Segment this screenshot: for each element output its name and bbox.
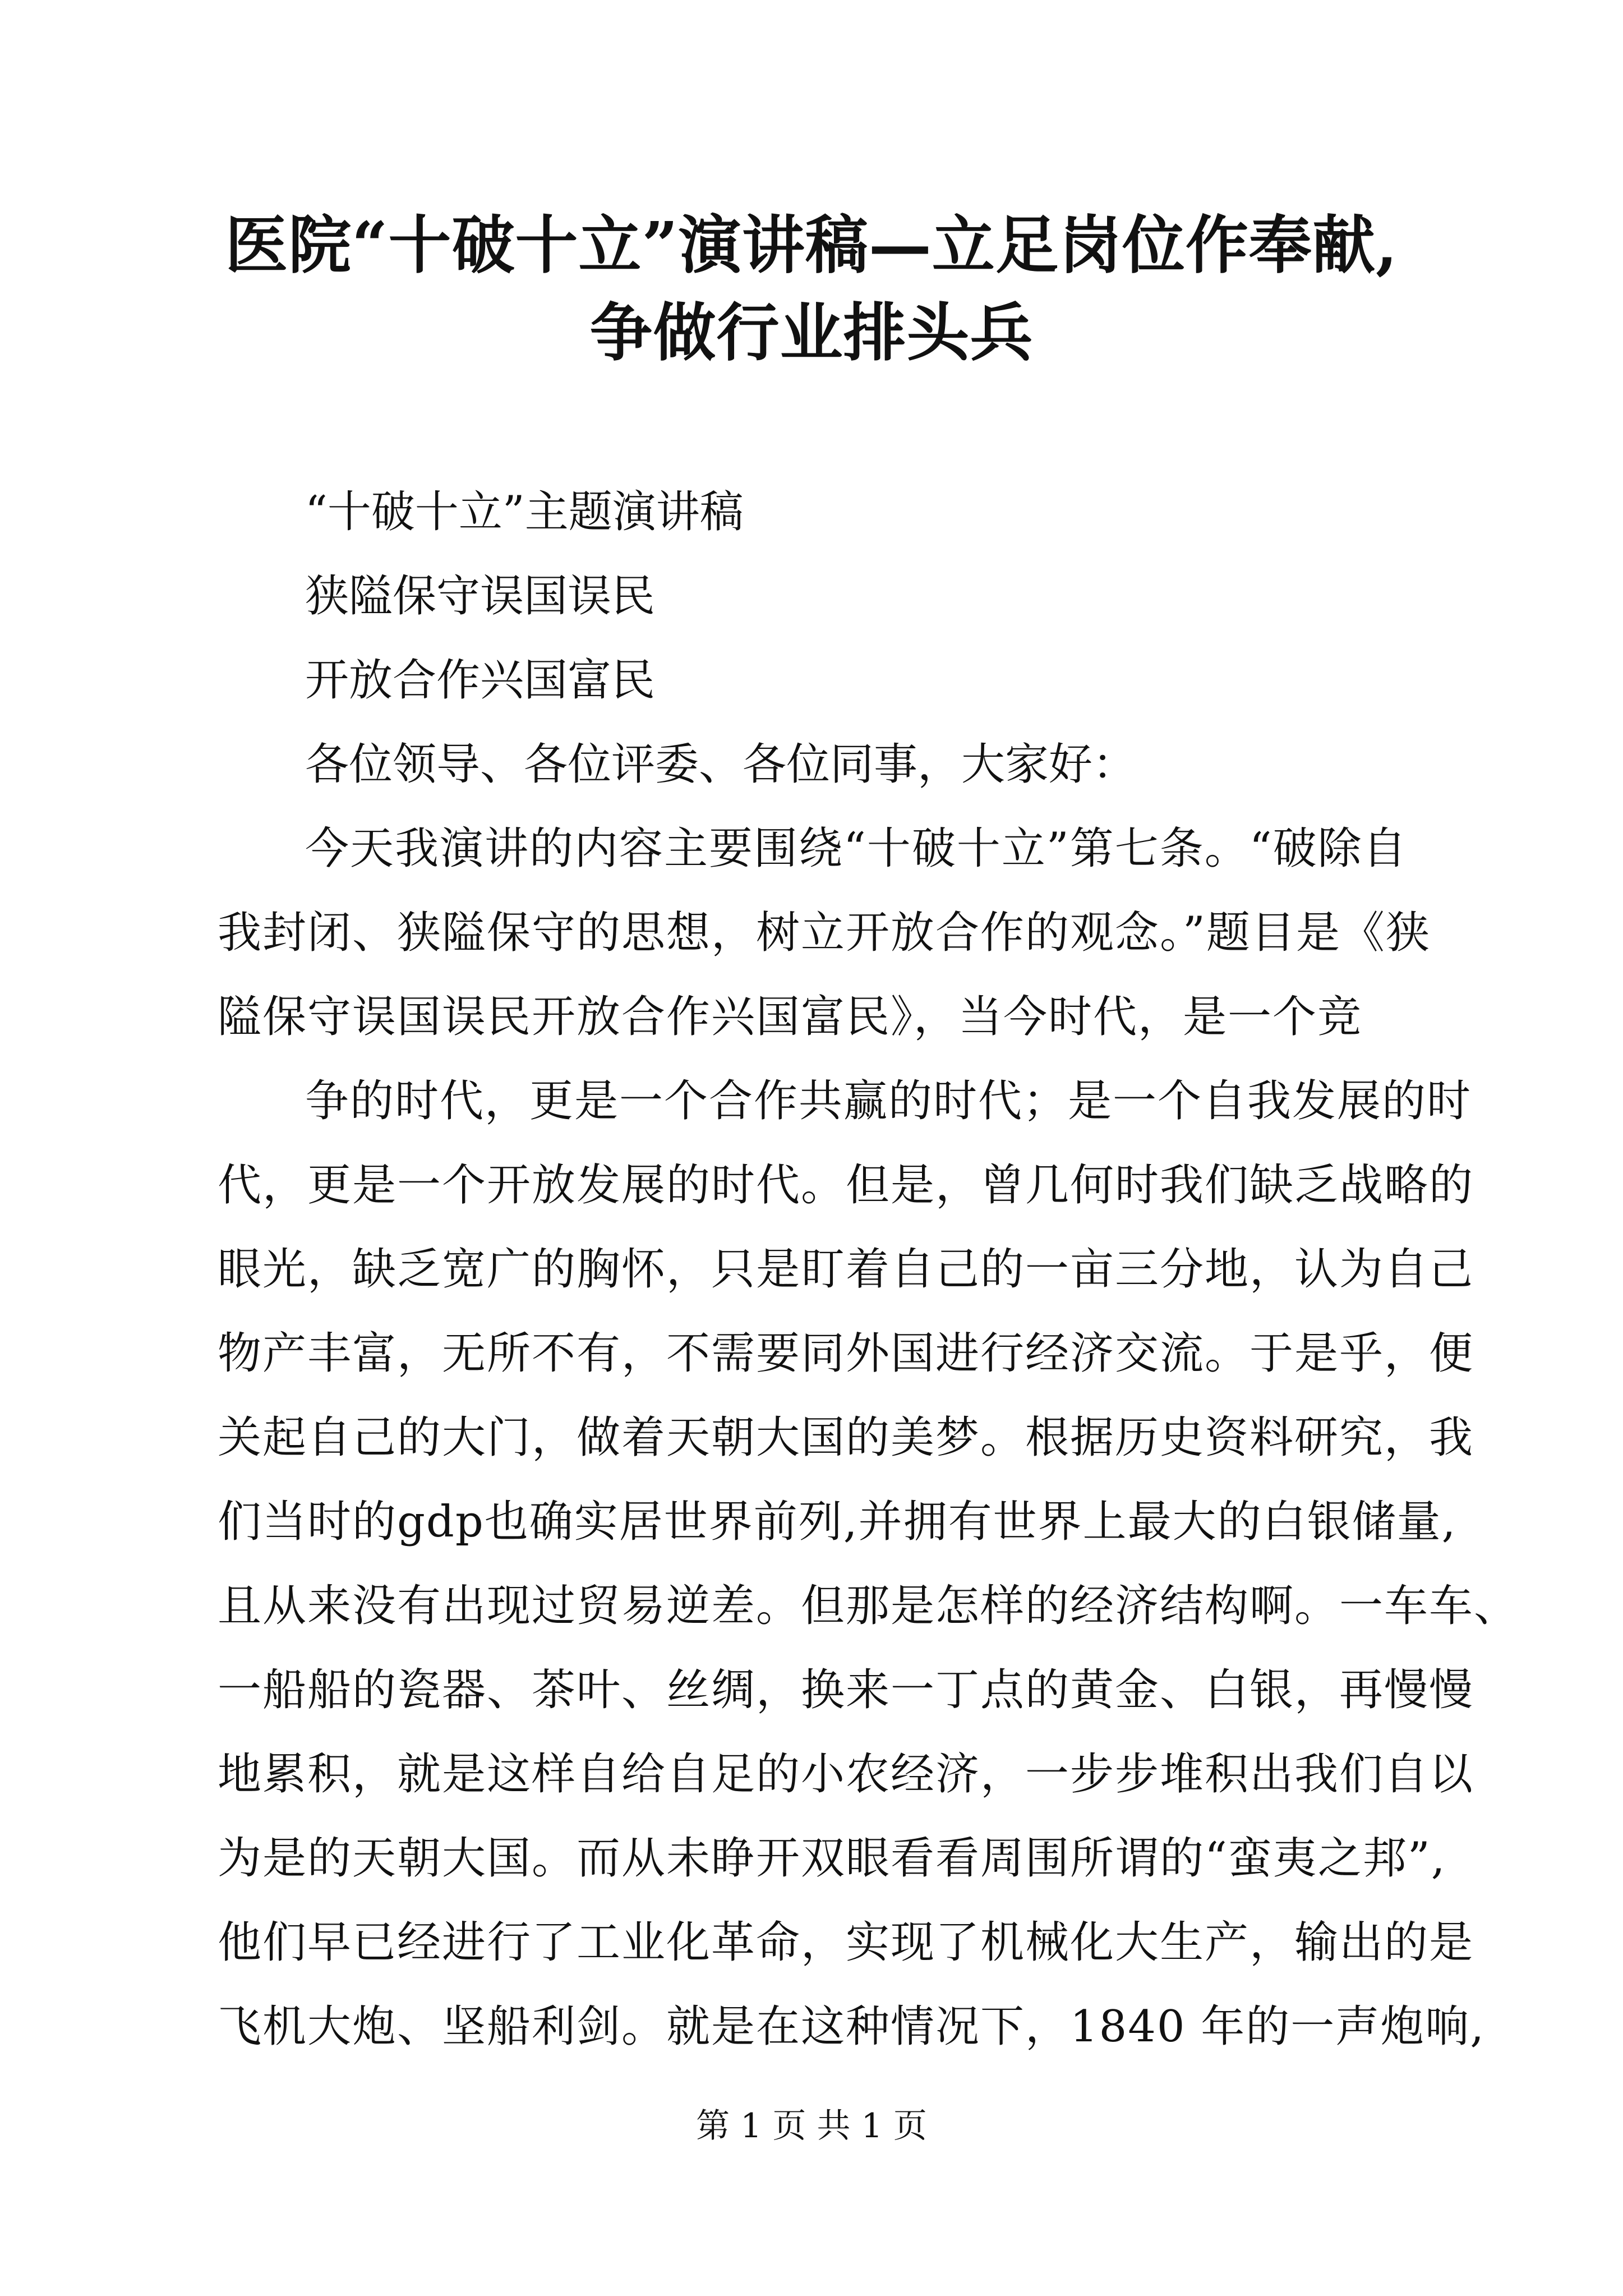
paragraph-2-line-1: 争的时代，更是一个合作共赢的时代；是一个自我发展的时 [305,1076,1472,1126]
document-body [218,470,1519,2069]
paragraph-2 [218,1059,1519,2069]
page-footer: 第 1 页 共 1 页 [696,2106,927,2146]
paragraph-2-line-4: 物产丰富，无所不有，不需要同外国进行经济交流。于是乎，便 [218,1328,1474,1379]
paragraph-2-line-12: 飞机大炮、坚船利剑。就是在这种情况下，1840 年的一声炮响, [218,2001,1486,2052]
paragraph-2-line-7: 且从来没有出现过贸易逆差。但那是怎样的经济结构啊。一车车、 [218,1581,1519,1631]
document-title [202,202,1421,377]
title-line-2: 争做行业排头兵 [589,296,1034,370]
paragraph-1 [218,807,1431,1059]
slogan-line-1: 狭隘保守误国误民 [305,571,656,622]
paragraph-2-line-2: 代，更是一个开放发展的时代。但是，曾几何时我们缺乏战略的 [218,1160,1474,1211]
paragraph-1-line-2: 我封闭、狭隘保守的思想，树立开放合作的观念。”题目是《狭 [218,908,1431,958]
paragraph-2-line-5: 关起自己的大门，做着天朝大国的美梦。根据历史资料研究，我 [218,1412,1474,1463]
paragraph-2-line-8: 一船船的瓷器、茶叶、丝绸，换来一丁点的黄金、白银，再慢慢 [218,1665,1474,1715]
paragraph-2-line-3: 眼光，缺乏宽广的胸怀，只是盯着自己的一亩三分地，认为自己 [218,1244,1474,1295]
slogan-line-2: 开放合作兴国富民 [305,655,656,706]
paragraph-1-line-3: 隘保守误国误民开放合作兴国富民》，当今时代，是一个竞 [218,992,1363,1042]
paragraph-1-line-1: 今天我演讲的内容主要围绕“十破十立”第七条。“破除自 [305,823,1408,874]
greeting-line: 各位领导、各位评委、各位同事，大家好： [305,739,1137,790]
paragraph-2-line-9: 地累积，就是这样自给自足的小农经济，一步步堆积出我们自以 [218,1749,1474,1800]
paragraph-2-line-10: 为是的天朝大国。而从未睁开双眼看看周围所谓的“蛮夷之邦”, [218,1833,1446,1884]
title-line-1: 医院“十破十立”演讲稿—立足岗位作奉献, [225,209,1398,282]
paragraph-2-line-11: 他们早已经进行了工业化革命，实现了机械化大生产，输出的是 [218,1917,1474,1968]
subtitle-line: “十破十立”主题演讲稿 [305,487,744,537]
paragraph-2-line-6: 们当时的gdp也确实居世界前列,并拥有世界上最大的白银储量, [218,1497,1457,1547]
